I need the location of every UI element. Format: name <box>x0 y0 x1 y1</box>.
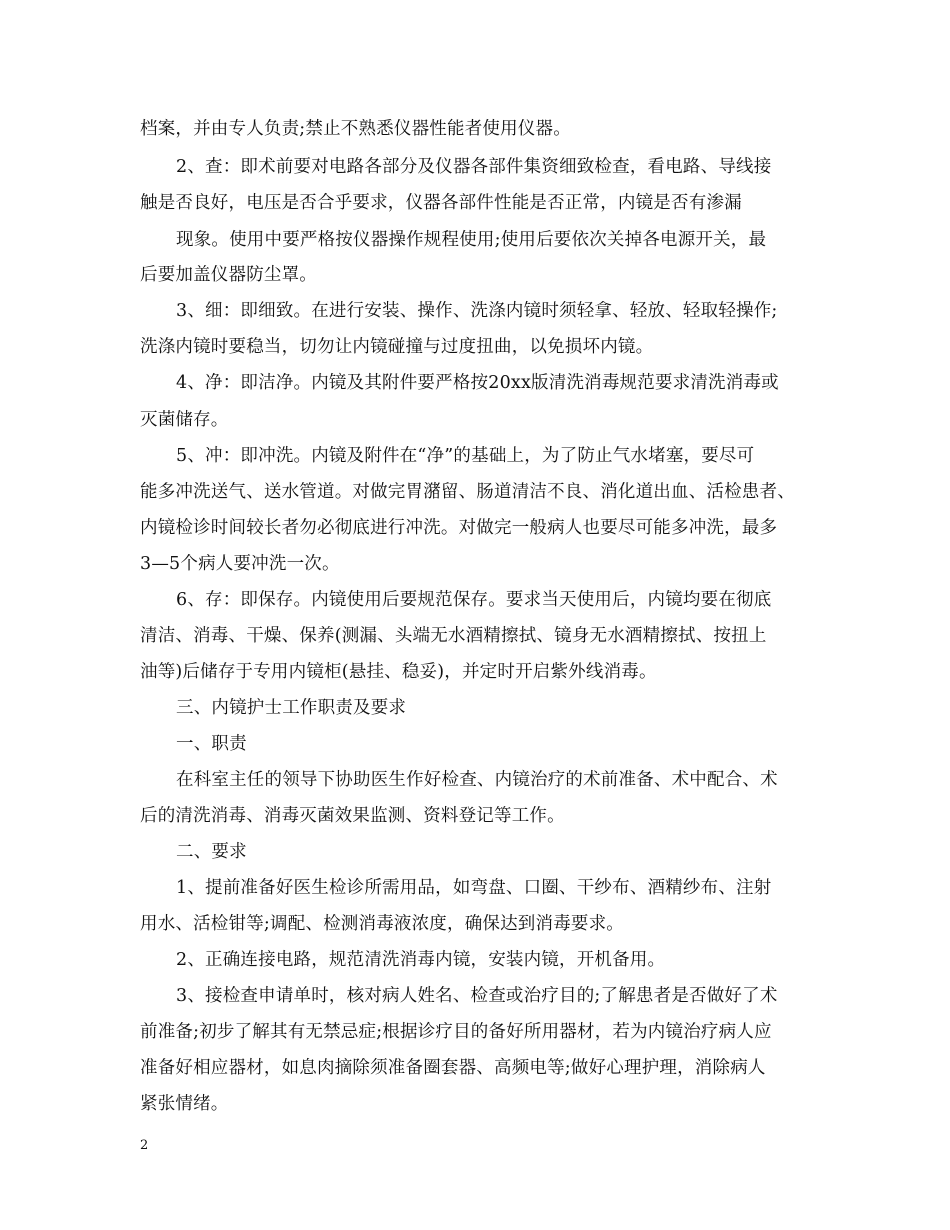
subsection-heading: 二、要求 <box>176 842 247 862</box>
text-line: 后的清洗消毒、消毒灭菌效果监测、资料登记等工作。 <box>140 806 565 826</box>
text-line: 能多冲洗送气、送水管道。对做完胃潴留、肠道清洁不良、消化道出血、活检患者、 <box>140 482 795 502</box>
text-line: 6、存：即保存。内镜使用后要规范保存。要求当天使用后，内镜均要在彻底 <box>176 590 772 610</box>
text-line: 5、冲：即冲洗。内镜及附件在“净”的基础上，为了防止气水堵塞，要尽可 <box>176 446 755 466</box>
text-line: 3、接检查申请单时，核对病人姓名、检查或治疗目的;了解患者是否做好了术 <box>176 986 778 1006</box>
text-line: 3—5个病人要冲洗一次。 <box>140 554 340 574</box>
text-line: 档案，并由专人负责;禁止不熟悉仪器性能者使用仪器。 <box>140 119 571 139</box>
text-line: 清洁、消毒、干燥、保养(测漏、头端无水酒精擦拭、镜身无水酒精擦拭、按扭上 <box>140 626 767 646</box>
text-line: 在科室主任的领导下协助医生作好检查、内镜治疗的术前准备、术中配合、术 <box>176 770 778 790</box>
text-line: 2、正确连接电路，规范清洗消毒内镜，安装内镜，开机备用。 <box>176 950 666 970</box>
text-line: 触是否良好，电压是否合乎要求，仪器各部件性能是否正常，内镜是否有渗漏 <box>140 193 742 213</box>
text-line: 1、提前准备好医生检诊所需用品，如弯盘、口圈、干纱布、酒精纱布、注射 <box>176 878 772 898</box>
page-number: 2 <box>140 1138 149 1153</box>
text-line: 后要加盖仪器防尘罩。 <box>140 265 317 285</box>
text-line: 用水、活检钳等;调配、检测消毒液浓度，确保达到消毒要求。 <box>140 914 624 934</box>
text-line: 2、查：即术前要对电路各部分及仪器各部件集资细致检查，看电路、导线接 <box>176 157 772 177</box>
section-heading: 三、内镜护士工作职责及要求 <box>176 698 407 718</box>
text-line: 4、净：即洁净。内镜及其附件要严格按20xx版清洗消毒规范要求清洗消毒或 <box>176 373 779 393</box>
text-line: 洗涤内镜时要稳当，切勿让内镜碰撞与过度扭曲，以免损坏内镜。 <box>140 337 654 357</box>
text-line: 前准备;初步了解其有无禁忌症;根据诊疗目的备好所用器材，若为内镜治疗病人应 <box>140 1022 772 1042</box>
text-line: 准备好相应器材，如息肉摘除须准备圈套器、高频电等;做好心理护理，消除病人 <box>140 1058 766 1078</box>
subsection-heading: 一、职责 <box>176 734 247 754</box>
text-line: 内镜检诊时间较长者勿必彻底进行冲洗。对做完一般病人也要尽可能多冲洗，最多 <box>140 518 778 538</box>
text-line: 油等)后储存于专用内镜柜(悬挂、稳妥)，并定时开启紫外线消毒。 <box>140 662 657 682</box>
text-line: 3、细：即细致。在进行安装、操作、洗涤内镜时须轻拿、轻放、轻取轻操作; <box>176 301 778 321</box>
text-line: 灭菌储存。 <box>140 410 229 430</box>
text-line: 紧张情绪。 <box>140 1094 229 1114</box>
text-line: 现象。使用中要严格按仪器操作规程使用;使用后要依次关掉各电源开关，最 <box>176 230 767 250</box>
